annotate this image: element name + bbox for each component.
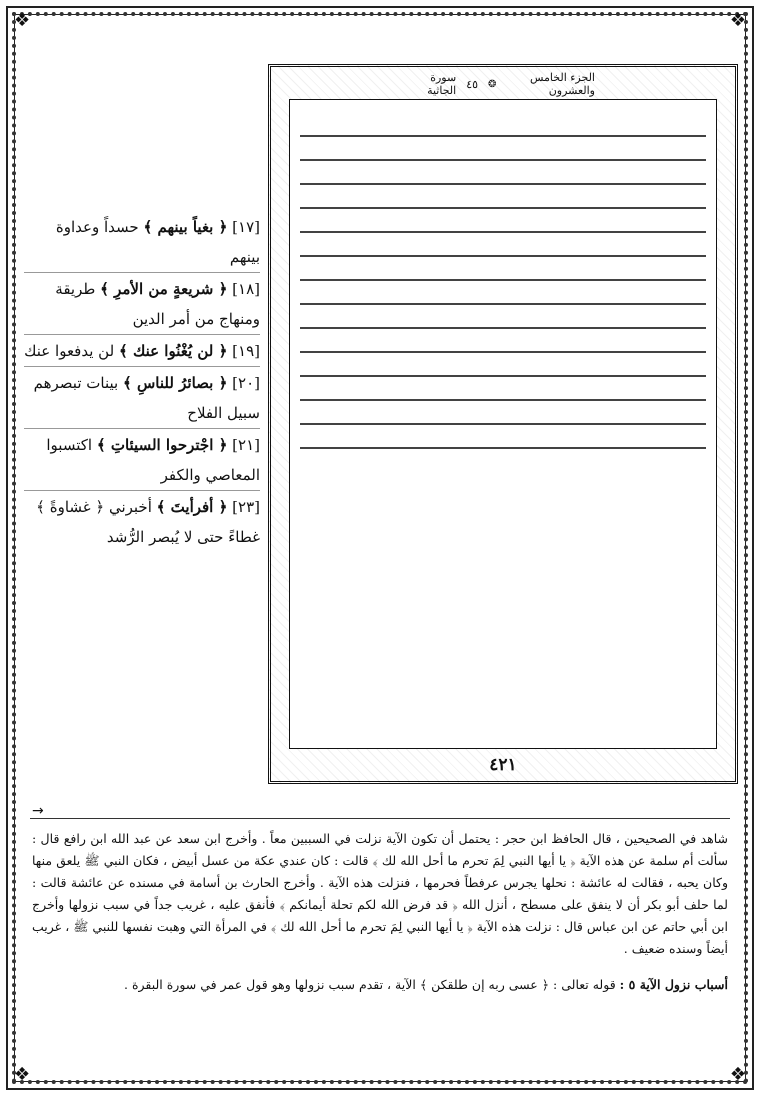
gloss-text: أخبرني ﴿ غشاوةً ﴾ غطاءً حتى لا يُبصر الرُّشد (36, 498, 260, 546)
verse-line (300, 207, 706, 209)
corner-ornament-icon: ❖ (729, 10, 746, 31)
separator-icon: ❂ (488, 78, 497, 90)
gloss-text: بينات تبصرهم سبيل الفلاح (33, 374, 260, 422)
page-number: ٤٢١ (489, 755, 517, 775)
footnote-text: قوله تعالى : ﴿ عسى ربه إن طلقكن ﴾ الآية ، تقدم سبب نزولها وهو قول عمر في سورة البقرة . (124, 977, 616, 992)
gloss-term: ﴿ بغياً بينهم ﴾ (143, 218, 228, 236)
verse-line (300, 327, 706, 329)
verse-line (300, 231, 706, 233)
gloss-text: حسداً وعداوة بينهم (55, 218, 260, 266)
gloss-term: ﴿ أفرأيتَ ﴾ (156, 498, 228, 516)
verse-lines (300, 114, 706, 471)
verse-line (300, 279, 706, 281)
corner-ornament-icon: ❖ (14, 1064, 31, 1085)
corner-ornament-icon: ❖ (14, 10, 31, 31)
gloss-term: ﴿ اجْترحوا السيئاتِ ﴾ (96, 436, 228, 454)
gloss-number: [٢٠] (232, 374, 260, 392)
gloss-item (24, 430, 260, 490)
gloss-number: [١٧] (232, 218, 260, 236)
gloss-item (24, 212, 260, 272)
glosses-column (24, 212, 260, 552)
verse-line (300, 159, 706, 161)
part-title: الجزء الخامس والعشرون (529, 71, 595, 97)
verse-line (300, 423, 706, 425)
quran-text-panel (268, 64, 738, 784)
corner-ornament-icon: ❖ (729, 1064, 746, 1085)
verse-line (300, 351, 706, 353)
verse-line (300, 375, 706, 377)
gloss-divider (24, 428, 260, 429)
gloss-item (24, 492, 260, 552)
gloss-divider (24, 366, 260, 367)
gloss-text: اكتسبوا المعاصي والكفر (46, 436, 260, 484)
gloss-number: [١٩] (232, 342, 260, 360)
gloss-number: [٢١] (232, 436, 260, 454)
gloss-term: ﴿ شريعةٍ من الأمرِ ﴾ (100, 280, 228, 298)
gloss-text: طريقة ومنهاج من أمر الدين (55, 280, 260, 328)
gloss-term: ﴿ بصائرُ للناسِ ﴾ (122, 374, 228, 392)
gloss-term: ﴿ لن يُغْنُوا عنك ﴾ (118, 342, 228, 360)
verse-line (300, 399, 706, 401)
footnote-heading: أسباب نزول الآية ٥ : (619, 977, 728, 992)
footnote-paragraph (32, 974, 728, 996)
verse-line (300, 183, 706, 185)
verse-line (300, 303, 706, 305)
gloss-item (24, 336, 260, 366)
verse-line (300, 447, 706, 449)
gloss-number: [١٨] (232, 280, 260, 298)
verse-number: ٤٥ (466, 77, 479, 91)
gloss-text: لن يدفعوا عنك (24, 342, 115, 360)
gloss-divider (24, 334, 260, 335)
gloss-item (24, 368, 260, 428)
verse-line (300, 135, 706, 137)
gloss-item (24, 274, 260, 334)
verse-line (300, 255, 706, 257)
right-arrow-icon: → (32, 803, 44, 819)
gloss-divider (24, 490, 260, 491)
verses-area (289, 99, 717, 749)
footnote-divider (30, 818, 730, 819)
gloss-number: [٢٣] (232, 498, 260, 516)
gloss-divider (24, 272, 260, 273)
page-header (411, 71, 595, 97)
footnotes (32, 828, 728, 996)
footnote-paragraph: شاهد في الصحيحين ، قال الحافظ ابن حجر : يحتمل أن تكون الآية نزلت في السببين معاً . وأخرج ابن سعد عن عبد الله ابن رافع قال : سألت أم سلمة عن هذه الآية ﴿ يا أيها النبي لِمَ تحرم ما أحل الله لك ﴾ قالت : كان عندي عكة من عسل أبيض ، فكان النبي ﷺ يلعق منها وكان يحبه ، فقالت له عائشة : نحلها يجرس عرفطاً فحرمها ، فنزلت هذه الآية . وأخرج الحارث بن أسامة في مسنده عن عائشة قالت : لما حلف أبو بكر أن لا ينفق على مسطح ، أنزل الله ﴿ قد فرض الله لكم تحلة أيمانكم ﴾ فأنفق عليه ، غريب جداً في سبب نزولها وأخرج ابن أبي حاتم عن ابن عباس قال : نزلت هذه الآية ﴿ يا أيها النبي لِمَ تحرم ما أحل الله لك ﴾ في المرأة التي وهبت نفسها للنبي ﷺ ، غريب أيضاً وسنده ضعيف . (32, 831, 728, 956)
surah-title: سورة الجاثية (427, 71, 457, 97)
